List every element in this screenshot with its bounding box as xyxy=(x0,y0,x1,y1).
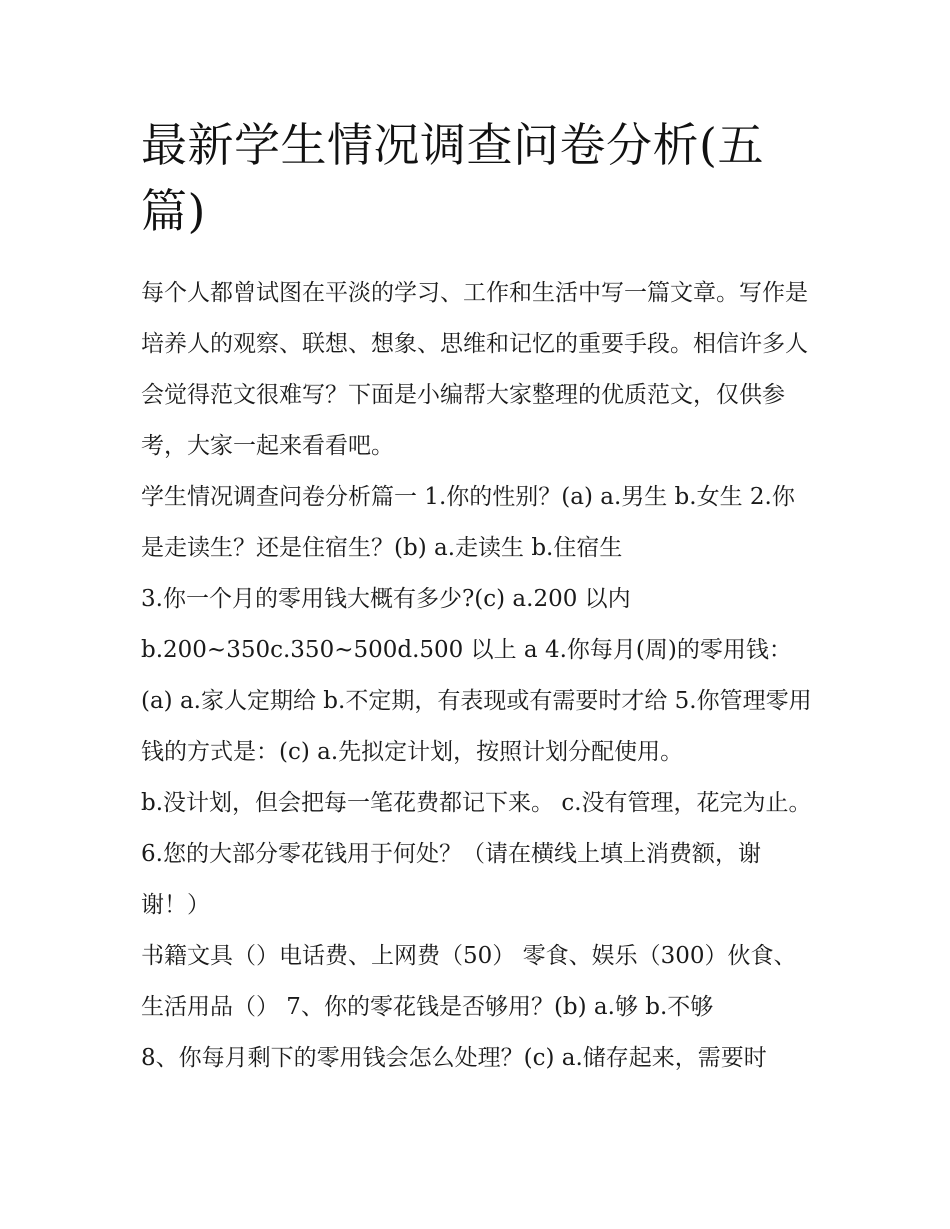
survey-paragraph-6: 8、你每月剩下的零用钱会怎么处理？(c) a.储存起来，需要时 xyxy=(141,1045,767,1071)
survey-paragraph-4: b.没计划，但会把每一笔花费都记下来。 c.没有管理，花完为止。 6.您的大部分零花钱用于何处？（请在横线上填上消费额，谢谢！） xyxy=(141,790,812,918)
survey-paragraph-5: 书籍文具（）电话费、上网费（50） 零食、娱乐（300）伙食、生活用品（） 7、你的零花钱是否够用？(b) a.够 b.不够 xyxy=(141,943,797,1020)
document-title: 最新学生情况调查问卷分析(五篇) xyxy=(141,118,764,238)
survey-paragraph-3: b.200~350c.350~500d.500 以上 a 4.你每月(周)的零用钱：(a) a.家人定期给 b.不定期，有表现或有需要时才给 5.你管理零用钱的方式是：(c) a.先拟定计划，按照计划分配使用。 xyxy=(141,637,812,765)
survey-paragraph-1: 学生情况调查问卷分析篇一 1.你的性别？(a) a.男生 b.女生 2.你是走读生？还是住宿生？(b) a.走读生 b.住宿生 xyxy=(141,484,795,561)
survey-paragraph-2: 3.你一个月的零用钱大概有多少?(c) a.200 以内 xyxy=(141,586,631,612)
intro-paragraph: 每个人都曾试图在平淡的学习、工作和生活中写一篇文章。写作是培养人的观察、联想、想象、思维和记忆的重要手段。相信许多人会觉得范文很难写？下面是小编帮大家整理的优质范文，仅供参考，大家一起来看看吧。 xyxy=(141,280,808,459)
document-page xyxy=(141,112,813,1084)
